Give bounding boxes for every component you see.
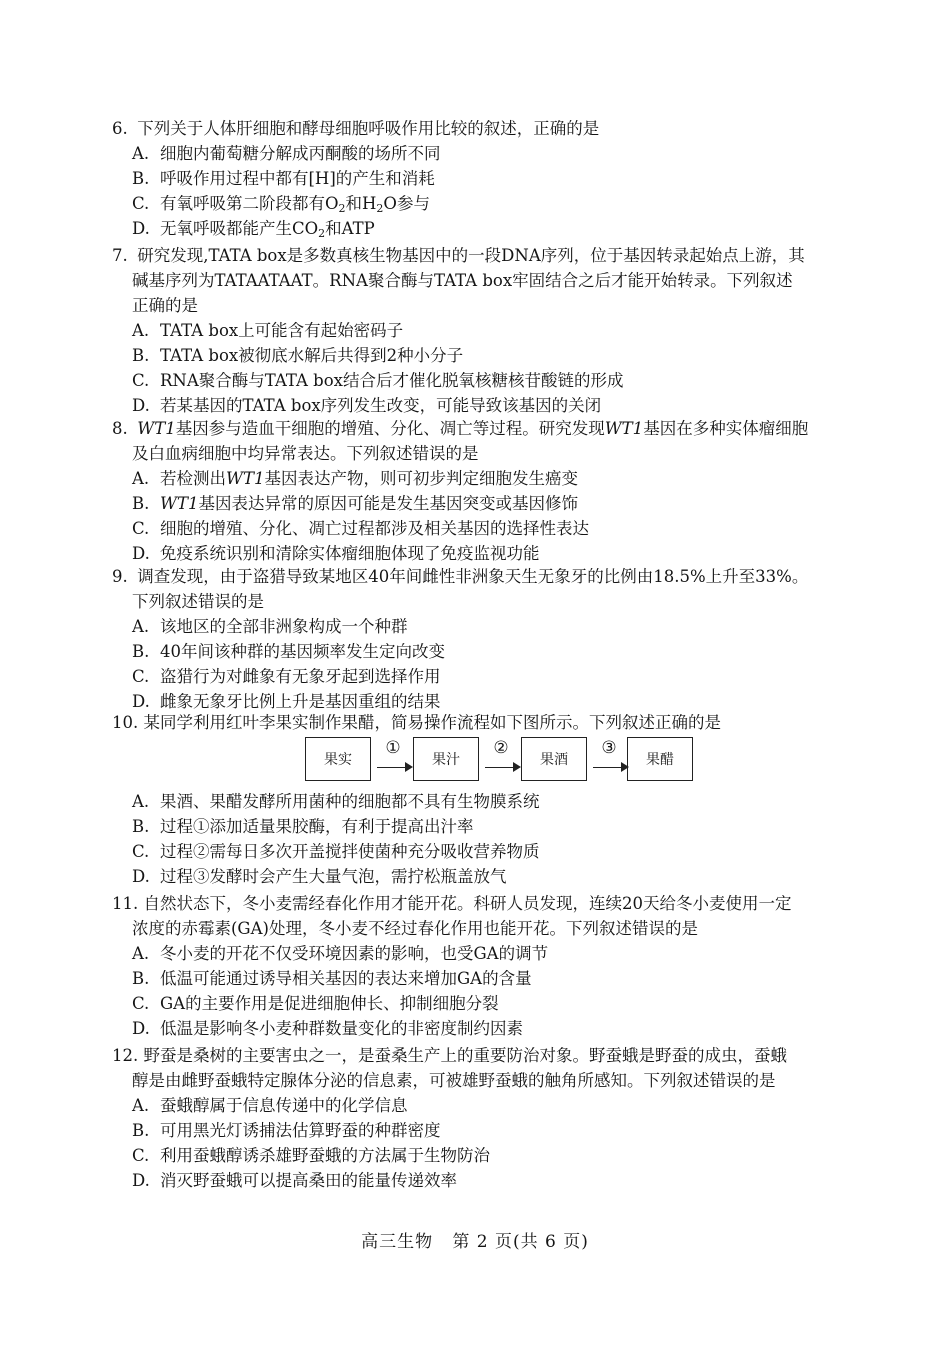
question-11: 11. 自然状态下，冬小麦需经春化作用才能开花。科研人员发现，连续20天给冬小麦使用一定 浓度的赤霉素(GA)处理，冬小麦不经过春化作用也能开花。下列叙述错误的是 A. 冬小麦的开花不仅受环境因素的影响，也受GA的调节 B. 低温可能通过诱导相关基因的表达来增加GA的含量 C. GA的主要作用是促进细胞伸长、抑制细胞分裂 D. 低温是影响冬小麦种群数量变化的非密度制约因素 [112,891,872,1041]
option-12d: D. 消灭野蚕蛾可以提高桑田的能量传递效率 [132,1171,457,1190]
option-6c: C. 有氧呼吸第二阶段都有$O_2$和$H_2O$参与 [132,194,430,215]
question-12: 12. 野蚕是桑树的主要害虫之一，是蚕桑生产上的重要防治对象。野蚕蛾是野蚕的成虫，蚕蛾 醇是由雌野蚕蛾特定腺体分泌的信息素，可被雄野蚕蛾的触角所感知。下列叙述错误的是 A. 蚕蛾醇属于信息传递中的化学信息 B. 可用黑光灯诱捕法估算野蚕的种群密度 C. 利用蚕蛾醇诱杀雄野蚕蛾的方法属于生物防治 D. 消灭野蚕蛾可以提高桑田的能量传递效率 [112,1043,872,1193]
question-6: 6. 下列关于人体肝细胞和酵母细胞呼吸作用比较的叙述，正确的是 A. 细胞内葡萄糖分解成丙酮酸的场所不同 B. 呼吸作用过程中都有[H]的产生和消耗 C. 有氧呼吸第二阶段都有$O_2$和$H_2O$参与 D. 无氧呼吸都能产生$CO_2$和ATP [112,116,872,241]
question-10: 10. 某同学利用红叶李果实制作果醋，简易操作流程如下图所示。下列叙述正确的是 [112,713,721,732]
option-6d: D. 无氧呼吸都能产生$CO_2$和ATP [132,219,375,240]
option-9d: D. 雌象无象牙比例上升是基因重组的结果 [132,692,441,711]
option-7a: A. TATA box上可能含有起始密码子 [132,321,404,340]
fermentation-flow-diagram [305,737,705,785]
option-10c: C. 过程②需每日多次开盖搅拌使菌种充分吸收营养物质 [132,842,540,861]
flow-box-juice: 果汁 [413,737,479,781]
step-1-label: ① [385,738,401,758]
option-8c: C. 细胞的增殖、分化、凋亡过程都涉及相关基因的选择性表达 [132,519,589,538]
option-11a: A. 冬小麦的开花不仅受环境因素的影响，也受GA的调节 [132,944,549,963]
option-6b: B. 呼吸作用过程中都有[H]的产生和消耗 [132,169,435,188]
flow-box-wine: 果酒 [521,737,587,781]
option-10d: D. 过程③发酵时会产生大量气泡，需拧松瓶盖放气 [132,867,507,886]
flow-box-vinegar: 果醋 [627,737,693,781]
arrow-line [593,767,623,768]
step-3-label: ③ [601,738,617,758]
footer-page-number: 第 2 页(共 6 页) [452,1232,589,1252]
option-6a: A. 细胞内葡萄糖分解成丙酮酸的场所不同 [132,144,441,163]
arrow-line [377,767,407,768]
flow-box-fruit: 果实 [305,737,371,781]
page-footer [0,1227,950,1252]
footer-subject: 高三生物 [361,1232,434,1252]
option-12c: C. 利用蚕蛾醇诱杀雄野蚕蛾的方法属于生物防治 [132,1146,490,1165]
step-2-label: ② [493,738,509,758]
question-8: 8. WT1基因参与造血干细胞的增殖、分化、凋亡等过程。研究发现WT1基因在多种实体瘤细胞 及白血病细胞中均异常表达。下列叙述错误的是 A. 若检测出WT1基因表达产物，则可初步判定细胞发生癌变 B. WT1基因表达异常的原因可能是发生基因突变或基因修饰 C. 细胞的增殖、分化、凋亡过程都涉及相关基因的选择性表达 D. 免疫系统识别和清除实体瘤细胞体现了免疫监视功能 [112,416,872,566]
flow-arrow-1 [375,737,415,781]
arrow-line [485,767,515,768]
option-10b: B. 过程①添加适量果胶酶，有利于提高出汁率 [132,817,474,836]
question-9: 9. 调查发现，由于盗猎导致某地区40年间雌性非洲象天生无象牙的比例由18.5%上升至33%。 下列叙述错误的是 A. 该地区的全部非洲象构成一个种群 B. 40年间该种群的基因频率发生定向改变 C. 盗猎行为对雌象有无象牙起到选择作用 D. 雌象无象牙比例上升是基因重组的结果 [112,564,872,714]
option-11c: C. GA的主要作用是促进细胞伸长、抑制细胞分裂 [132,994,499,1013]
option-12b: B. 可用黑光灯诱捕法估算野蚕的种群密度 [132,1121,441,1140]
option-8d: D. 免疫系统识别和清除实体瘤细胞体现了免疫监视功能 [132,544,540,563]
arrow-right-icon [405,762,413,772]
option-8b: B. WT1基因表达异常的原因可能是发生基因突变或基因修饰 [132,494,578,513]
flow-arrow-3 [591,737,631,781]
option-10a: A. 果酒、果醋发酵所用菌种的细胞都不具有生物膜系统 [132,792,540,811]
option-12a: A. 蚕蛾醇属于信息传递中的化学信息 [132,1096,408,1115]
flow-arrow-2 [483,737,523,781]
option-9a: A. 该地区的全部非洲象构成一个种群 [132,617,408,636]
arrow-right-icon [513,762,521,772]
option-9b: B. 40年间该种群的基因频率发生定向改变 [132,642,445,661]
option-7c: C. RNA聚合酶与TATA box结合后才催化脱氧核糖核苷酸链的形成 [132,371,624,390]
option-11b: B. 低温可能通过诱导相关基因的表达来增加GA的含量 [132,969,532,988]
question-7: 7. 研究发现,TATA box是多数真核生物基因中的一段DNA序列，位于基因转录起始点上游，其 碱基序列为TATAATAAT。RNA聚合酶与TATA box牢固结合之后才能开始转录。下列叙述 正确的是 A. TATA box上可能含有起始密码子 B. TATA box被彻底水解后共得到2种小分子 C. RNA聚合酶与TATA box结合后才催化脱氧核糖核苷酸链的形成 D. 若某基因的TATA box序列发生改变，可能导致该基因的关闭 [112,243,872,418]
option-8a: A. 若检测出WT1基因表达产物，则可初步判定细胞发生癌变 [132,469,578,488]
option-7b: B. TATA box被彻底水解后共得到2种小分子 [132,346,464,365]
option-7d: D. 若某基因的TATA box序列发生改变，可能导致该基因的关闭 [132,396,602,415]
option-9c: C. 盗猎行为对雌象有无象牙起到选择作用 [132,667,441,686]
question-10-options [112,789,872,889]
option-11d: D. 低温是影响冬小麦种群数量变化的非密度制约因素 [132,1019,523,1038]
